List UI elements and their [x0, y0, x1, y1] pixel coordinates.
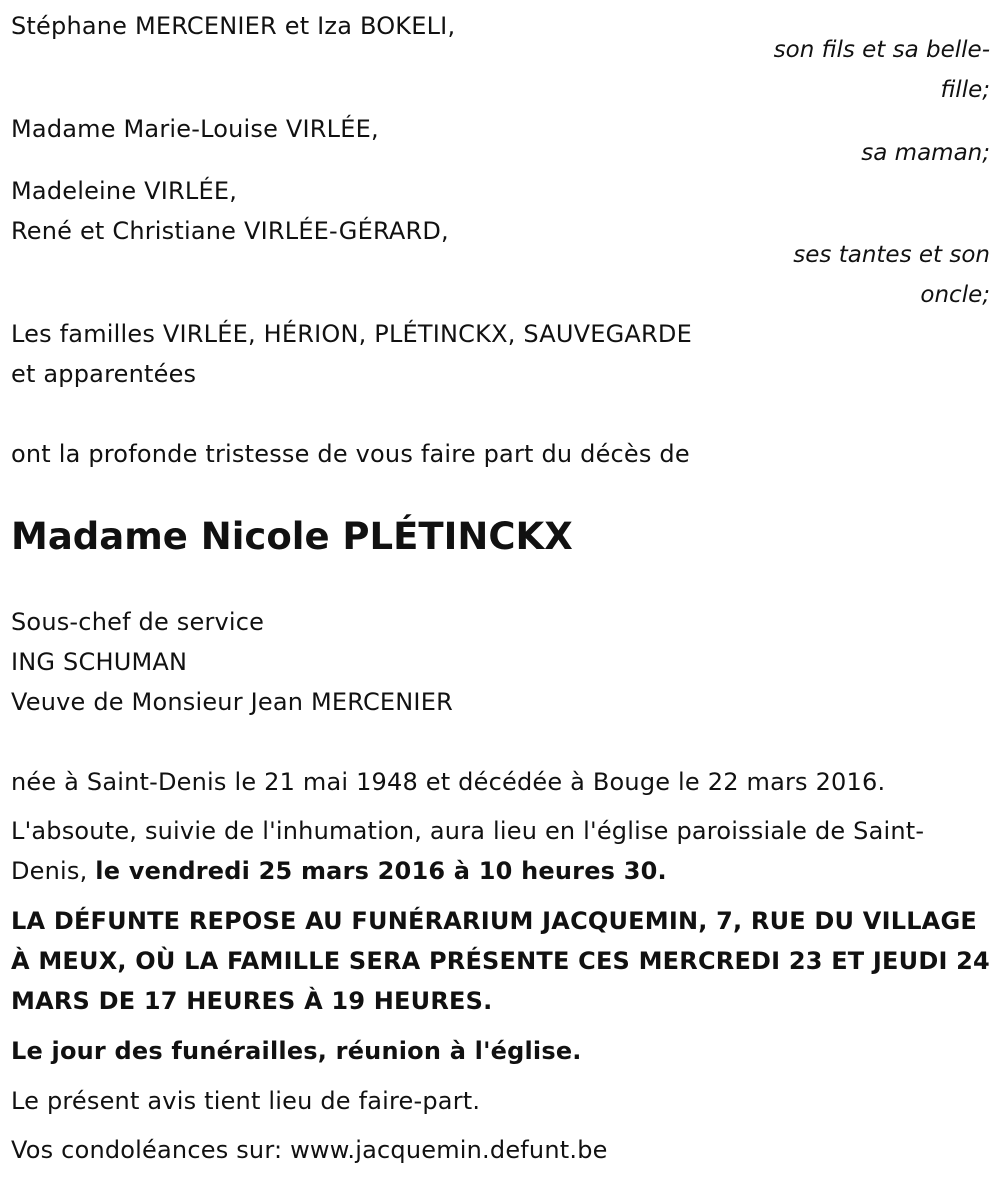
aunts-relation-line-2: oncle;	[920, 282, 990, 308]
son-relation-line-2: fille;	[940, 77, 990, 103]
visitation-line-3: MARS DE 17 HEURES À 19 HEURES.	[11, 987, 493, 1015]
deceased-title: Sous-chef de service	[11, 608, 265, 636]
gathering-note: Le jour des funérailles, réunion à l'église.	[11, 1037, 582, 1065]
aunt-name: Madeleine VIRLÉE,	[11, 177, 238, 205]
families-line-2: et apparentées	[11, 360, 197, 388]
visitation-line-2: À MEUX, OÙ LA FAMILLE SERA PRÉSENTE CES MERCREDI 23 ET JEUDI 24	[11, 947, 990, 975]
ceremony-line-1: L'absoute, suivie de l'inhumation, aura lieu en l'église paroissiale de Saint-	[11, 817, 925, 845]
families-line-1: Les familles VIRLÉE, HÉRION, PLÉTINCKX, SAUVEGARDE	[11, 320, 692, 348]
son-relation-line-1: son fils et sa belle-	[773, 37, 990, 63]
son-names: Stéphane MERCENIER et Iza BOKELI,	[11, 12, 456, 40]
mother-name: Madame Marie-Louise VIRLÉE,	[11, 115, 379, 143]
deceased-name: Madame Nicole PLÉTINCKX	[11, 515, 573, 558]
condolences-text: Vos condoléances sur: www.jacquemin.defunt.be	[11, 1136, 608, 1164]
uncle-names: René et Christiane VIRLÉE-GÉRARD,	[11, 217, 449, 245]
deceased-employer: ING SCHUMAN	[11, 648, 188, 676]
announcement-text: ont la profonde tristesse de vous faire part du décès de	[11, 440, 690, 468]
mother-relation: sa maman;	[861, 140, 990, 166]
visitation-line-1: LA DÉFUNTE REPOSE AU FUNÉRARIUM JACQUEMIN, 7, RUE DU VILLAGE	[11, 907, 977, 935]
ceremony-datetime: le vendredi 25 mars 2016 à 10 heures 30.	[95, 857, 667, 885]
ceremony-place-end: Denis,	[11, 857, 96, 885]
ceremony-line-2	[11, 851, 667, 891]
aunts-relation-line-1: ses tantes et son	[793, 242, 990, 268]
deceased-widow-of: Veuve de Monsieur Jean MERCENIER	[11, 688, 453, 716]
birth-death-info: née à Saint-Denis le 21 mai 1948 et décédée à Bouge le 22 mars 2016.	[11, 768, 886, 796]
notice-text: Le présent avis tient lieu de faire-part.	[11, 1087, 481, 1115]
